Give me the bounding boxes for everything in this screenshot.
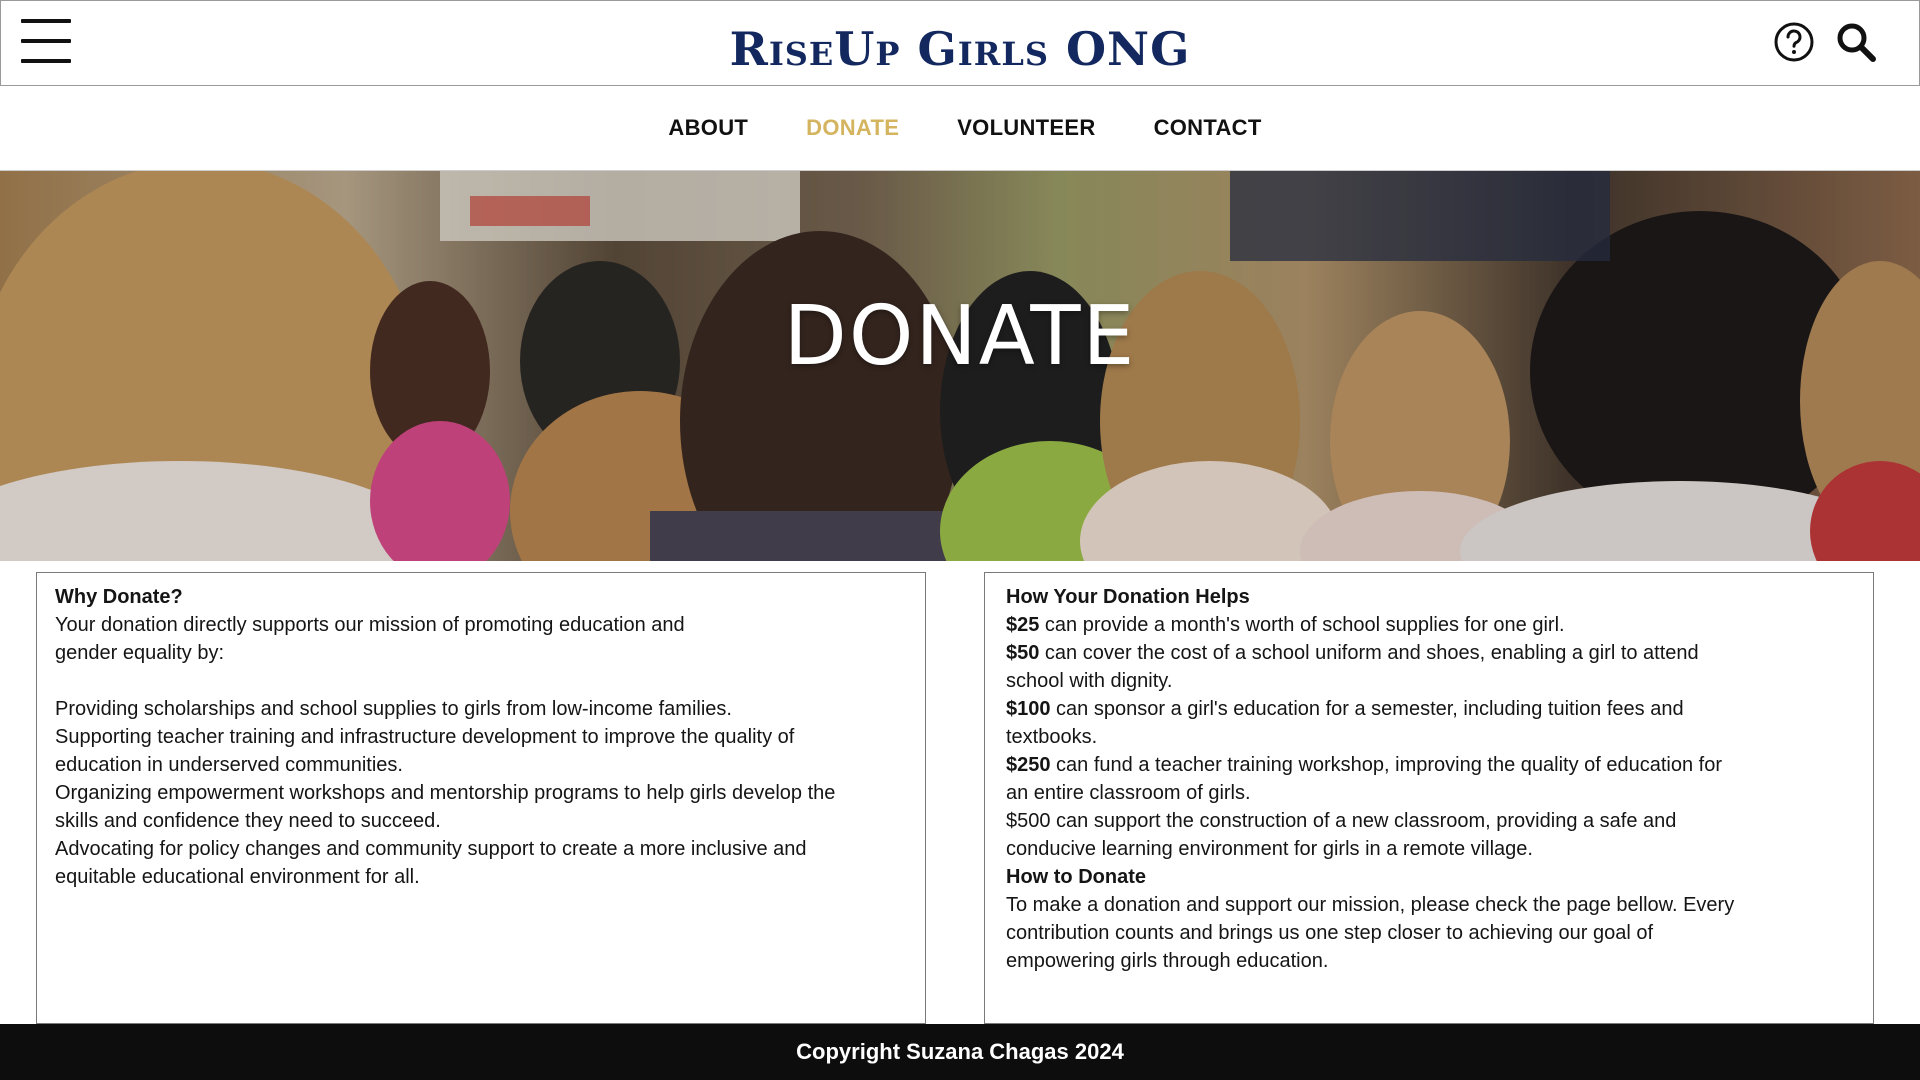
nav-about[interactable]: ABOUT bbox=[668, 115, 749, 140]
why-point-4: Advocating for policy changes and community support to create a more inclusive and equitable educational environment for all. bbox=[55, 838, 807, 888]
donation-helps-heading: How Your Donation Helps bbox=[1006, 586, 1250, 608]
nav-volunteer[interactable]: VOLUNTEER bbox=[957, 115, 1096, 140]
search-icon[interactable] bbox=[1835, 21, 1877, 63]
copyright-text: Copyright Suzana Chagas 2024 bbox=[796, 1039, 1124, 1064]
why-point-3: Organizing empowerment workshops and mentorship programs to help girls develop the skills and confidence they need to succeed. bbox=[55, 782, 836, 832]
hero-title: DONATE bbox=[783, 289, 1137, 384]
main-nav bbox=[0, 86, 1920, 170]
site-header bbox=[0, 0, 1920, 86]
why-point-2: Supporting teacher training and infrastructure development to improve the quality of education in underserved communities. bbox=[55, 726, 795, 776]
tier-text: can provide a month's worth of school supplies for one girl. bbox=[1039, 614, 1565, 636]
donation-helps-section bbox=[984, 572, 1874, 1024]
hero-banner bbox=[0, 170, 1920, 561]
why-donate-intro: Your donation directly supports our mission of promoting education and gender equality by: bbox=[55, 614, 685, 664]
why-donate-heading: Why Donate? bbox=[55, 586, 183, 608]
help-icon[interactable] bbox=[1773, 21, 1815, 63]
tier-amount: $100 bbox=[1006, 698, 1051, 720]
site-logo[interactable]: RiseUp Girls ONG bbox=[729, 22, 1191, 76]
spacer bbox=[55, 667, 907, 695]
tier-item bbox=[1006, 639, 1736, 695]
tier-item bbox=[1006, 807, 1726, 863]
how-to-donate-heading: How to Donate bbox=[1006, 866, 1146, 888]
tier-item bbox=[1006, 611, 1736, 639]
why-donate-section bbox=[36, 572, 926, 1024]
tier-item bbox=[1006, 751, 1736, 807]
nav-donate[interactable]: DONATE bbox=[806, 115, 900, 140]
tier-text: can sponsor a girl's education for a semester, including tuition fees and textbooks. bbox=[1006, 698, 1684, 748]
how-to-donate-text: To make a donation and support our mission, please check the page bellow. Every contribution counts and brings us one step closer to achieving our goal of empowering girls through education. bbox=[1006, 894, 1735, 972]
tier-item bbox=[1006, 695, 1736, 751]
tier-text: can cover the cost of a school uniform and shoes, enabling a girl to attend school with dignity. bbox=[1006, 642, 1699, 692]
nav-contact[interactable]: CONTACT bbox=[1153, 115, 1262, 140]
tier-amount: $50 bbox=[1006, 642, 1040, 664]
site-footer bbox=[0, 1024, 1920, 1080]
tier-amount: $250 bbox=[1006, 754, 1051, 776]
why-point-1: Providing scholarships and school supplies to girls from low-income families. bbox=[55, 698, 732, 720]
tier-text: can fund a teacher training workshop, improving the quality of education for an entire classroom of girls. bbox=[1006, 754, 1723, 804]
tier-text: $500 can support the construction of a new classroom, providing a safe and conducive learning environment for girls in a remote village. bbox=[1006, 810, 1677, 860]
tier-amount: $25 bbox=[1006, 614, 1040, 636]
